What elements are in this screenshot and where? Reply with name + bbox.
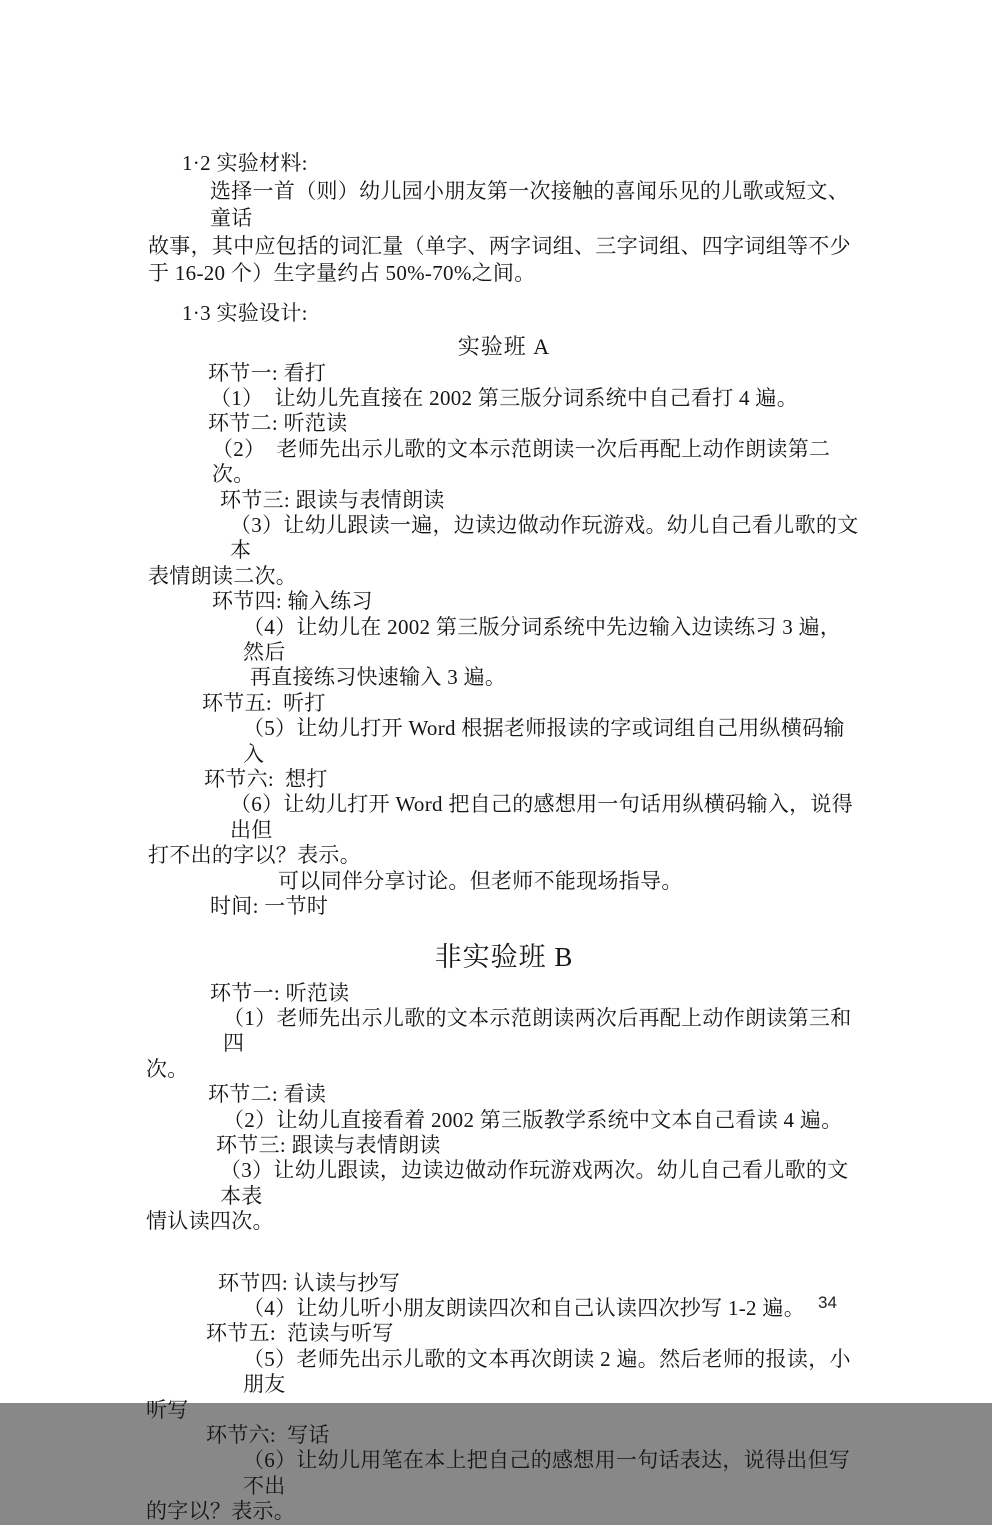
text-line: 打不出的字以？表示。 — [148, 843, 361, 868]
text-line: （5）老师先出示儿歌的文本再次朗读 2 遍。然后老师的报读，小朋友 — [243, 1346, 851, 1397]
text-line: 环节二: 看读 — [208, 1082, 327, 1107]
text-line: （2）让幼儿直接看着 2002 第三版教学系统中文本自己看读 4 遍。 — [223, 1107, 843, 1132]
class-a-title: 实验班 A — [457, 333, 551, 359]
text-line: 的字以？表示。 — [146, 1499, 296, 1524]
text-line: 听写 — [146, 1397, 189, 1422]
text-line: （5）让幼儿打开 Word 根据老师报读的字或词组自己用纵横码输入 — [243, 716, 845, 766]
text-line: 再直接练习快速输入 3 遍。 — [250, 665, 507, 690]
text-line: （6）让幼儿打开 Word 把自己的感想用一句话用纵横码输入，说得出但 — [230, 792, 854, 842]
class-a-section — [146, 361, 862, 920]
text-line: 次。 — [146, 1056, 189, 1081]
text-line: 环节四: 认读与抄写 — [218, 1270, 401, 1295]
page-number: 34 — [818, 1293, 837, 1312]
text-line: （2） 老师先出示儿歌的文本示范朗读一次后再配上动作朗读第二次。 — [212, 436, 831, 487]
text-line: （1）老师先出示儿歌的文本示范朗读两次后再配上动作朗读第三和四 — [223, 1005, 852, 1056]
text-line: （1） 让幼儿先直接在 2002 第三版分词系统中自己看打 4 遍。 — [210, 385, 798, 410]
design-heading: 1·3 实验设计: — [182, 300, 308, 325]
materials-section — [146, 150, 862, 328]
text-line: 环节四: 输入练习 — [212, 589, 373, 614]
text-line: 时间: 一节时 — [210, 894, 329, 919]
text-line: 环节五: 听打 — [202, 690, 326, 715]
text-line: 选择一首（则）幼儿园小朋友第一次接触的喜闻乐见的儿歌或短文、童话 — [210, 178, 849, 231]
text-line: 环节二: 听范读 — [208, 411, 348, 436]
text-line: 环节三: 跟读与表情朗读 — [220, 487, 445, 512]
text-line: 环节三: 跟读与表情朗读 — [216, 1132, 441, 1157]
text-line: （3）让幼儿跟读，边读边做动作玩游戏两次。幼儿自己看儿歌的文本表 — [220, 1158, 849, 1208]
document-content — [146, 150, 862, 1525]
text-line: 情认读四次。 — [146, 1209, 274, 1234]
text-line: 环节一: 听范读 — [210, 980, 350, 1005]
materials-heading: 1·2 实验材料: — [182, 151, 308, 175]
text-line: （3）让幼儿跟读一遍，边读边做动作玩游戏。幼儿自己看儿歌的文本 — [230, 513, 859, 563]
text-line: （4）让幼儿听小朋友朗读四次和自己认读四次抄写 1-2 遍。 — [243, 1295, 805, 1320]
text-line: 于 16-20 个）生字量约占 50%-70%之间。 — [148, 261, 536, 286]
text-line: 环节六: 写话 — [206, 1423, 330, 1447]
class-b-section — [146, 981, 862, 1525]
text-line: 表情朗读二次。 — [148, 563, 298, 588]
text-line: 故事，其中应包括的词汇量（单字、两字词组、三字词组、四字词组等不少 — [148, 233, 851, 258]
text-line: （6）让幼儿用笔在本上把自己的感想用一句话表达，说得出但写不出 — [243, 1448, 851, 1498]
text-line: 可以同伴分享讨论。但老师不能现场指导。 — [278, 868, 683, 893]
text-line: 环节六: 想打 — [204, 767, 328, 792]
class-b-title: 非实验班 B — [434, 941, 574, 972]
text-line: （4）让幼儿在 2002 第三版分词系统中先边输入边读练习 3 遍，然后 — [243, 614, 842, 665]
text-line: 环节五: 范读与听写 — [206, 1321, 394, 1346]
text-line: 环节一: 看打 — [208, 360, 327, 385]
